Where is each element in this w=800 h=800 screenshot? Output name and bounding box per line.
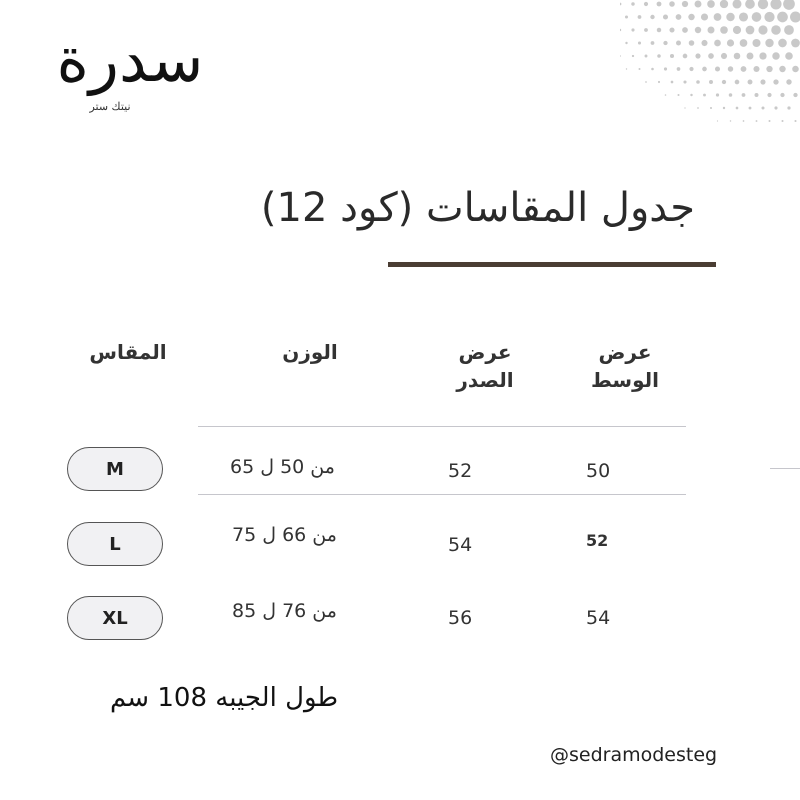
halftone-dot [749, 107, 752, 110]
halftone-dot [684, 107, 685, 108]
halftone-dot [752, 39, 760, 47]
waist-value: 52 [586, 531, 609, 550]
halftone-dot [695, 1, 702, 8]
halftone-dot [777, 12, 788, 23]
halftone-dot [658, 81, 660, 83]
halftone-dot [766, 66, 772, 72]
halftone-dot [676, 41, 681, 46]
size-label: L [109, 533, 121, 555]
halftone-dot [689, 40, 695, 46]
halftone-dot [758, 0, 768, 9]
size-pill-l [67, 522, 163, 566]
halftone-dot [657, 54, 661, 58]
halftone-dot [729, 93, 733, 97]
halftone-dot [728, 66, 733, 71]
halftone-dot [714, 40, 721, 47]
halftone-dot [663, 14, 668, 19]
halftone-dot [755, 93, 759, 97]
halftone-dot [651, 41, 655, 45]
halftone-dot [779, 66, 785, 72]
halftone-dot [708, 53, 714, 59]
halftone-dot [770, 0, 781, 10]
halftone-dot [631, 28, 634, 31]
halftone-dot [747, 53, 754, 60]
halftone-dot [676, 14, 682, 20]
halftone-dot [778, 39, 787, 48]
halftone-dot [638, 68, 640, 70]
halftone-dot [781, 120, 783, 122]
halftone-dot [703, 94, 706, 97]
table-divider [198, 426, 686, 427]
halftone-dot [771, 25, 781, 35]
halftone-dot [756, 120, 758, 122]
halftone-dot [671, 81, 674, 84]
halftone-dot [727, 39, 734, 46]
halftone-dot [720, 26, 728, 34]
halftone-dot [669, 27, 674, 32]
halftone-dot [707, 0, 715, 8]
halftone-dot [765, 39, 773, 47]
halftone-dot [742, 93, 746, 97]
weight-range: من 50 ل 65 [230, 456, 335, 478]
halftone-dot [697, 107, 699, 109]
halftone-dot [670, 54, 674, 58]
halftone-dot [683, 54, 688, 59]
halftone-dot [638, 15, 642, 19]
halftone-dot [644, 28, 648, 32]
weight-range: من 66 ل 75 [232, 524, 337, 546]
halftone-dot [720, 0, 728, 8]
halftone-dot [764, 12, 774, 22]
waist-value: 54 [586, 607, 611, 629]
halftone-dot [650, 15, 654, 19]
halftone-dot [682, 1, 688, 7]
halftone-dot [730, 120, 731, 121]
halftone-dot [739, 12, 748, 21]
halftone-dot [793, 93, 797, 97]
halftone-dot [710, 107, 712, 109]
halftone-dot [746, 26, 755, 35]
brand-logo: سدرة [56, 23, 204, 96]
halftone-dot [644, 2, 648, 6]
halftone-dot [664, 67, 667, 70]
halftone-dot [632, 55, 634, 57]
skirt-length-note: طول الجيبه 108 سم [110, 683, 339, 713]
halftone-dot [677, 94, 679, 96]
halftone-dot [723, 107, 725, 109]
header-waist-line2: الوسط [591, 368, 659, 392]
halftone-dot [753, 66, 759, 72]
halftone-dot [626, 68, 627, 69]
halftone-dot [791, 39, 800, 48]
halftone-dot [669, 1, 675, 7]
chest-value: 54 [448, 534, 473, 556]
halftone-dot [740, 39, 748, 47]
header-weight-label: الوزن [282, 340, 338, 364]
halftone-dot [625, 42, 627, 44]
halftone-dot [683, 80, 686, 83]
halftone-dot [645, 81, 647, 83]
halftone-dot [741, 66, 747, 72]
size-label: XL [102, 607, 128, 629]
halftone-dot [701, 40, 707, 46]
halftone-dot [745, 0, 755, 9]
halftone-dot [752, 12, 762, 22]
size-pill-xl [67, 596, 163, 640]
header-size [68, 338, 188, 366]
halftone-dot [665, 94, 667, 96]
halftone-dot [715, 66, 720, 71]
halftone-dot [736, 107, 739, 110]
halftone-dot [638, 41, 641, 44]
halftone-dot [690, 94, 692, 96]
halftone-dot [620, 55, 621, 57]
halftone-dot [769, 120, 771, 122]
size-pill-m [67, 447, 163, 491]
halftone-dot [784, 25, 794, 35]
header-waist [570, 338, 680, 394]
halftone-dot [774, 106, 777, 109]
halftone-dot [726, 13, 734, 21]
halftone-dot [735, 80, 740, 85]
halftone-dot [663, 41, 667, 45]
table-divider [198, 494, 686, 495]
halftone-dot [709, 80, 713, 84]
halftone-dot [625, 15, 628, 18]
halftone-dot [645, 55, 648, 58]
halftone-dot [696, 80, 700, 84]
halftone-dot [794, 120, 796, 122]
halftone-dot [631, 2, 634, 5]
halftone-dot [758, 25, 767, 34]
halftone-dot [702, 67, 707, 72]
halftone-dots-decoration [620, 0, 800, 160]
header-chest-line1: عرض [458, 340, 512, 364]
halftone-dot [761, 106, 764, 109]
halftone-dot [707, 26, 714, 33]
halftone-dot [688, 14, 694, 20]
chest-value: 56 [448, 607, 473, 629]
halftone-dot [677, 67, 681, 71]
page-title: جدول المقاسات (كود 12) [260, 185, 695, 231]
halftone-dot [792, 66, 799, 73]
waist-value: 50 [586, 460, 611, 482]
halftone-dot [767, 93, 771, 97]
halftone-dot [717, 120, 718, 121]
halftone-dot [716, 93, 719, 96]
halftone-dot [743, 120, 745, 122]
halftone-dot [682, 27, 688, 33]
halftone-dot [657, 28, 661, 32]
halftone-dot [787, 106, 790, 109]
halftone-dot [721, 53, 727, 59]
halftone-dot [780, 93, 784, 97]
header-waist-line1: عرض [598, 340, 652, 364]
halftone-dot [695, 53, 700, 58]
chest-value: 52 [448, 460, 473, 482]
halftone-dot [748, 80, 753, 85]
title-underline [388, 262, 716, 267]
halftone-dot [689, 67, 693, 71]
halftone-dot [651, 68, 654, 71]
halftone-dot [760, 79, 765, 84]
halftone-dot [759, 52, 766, 59]
header-chest-line2: الصدر [456, 368, 514, 392]
halftone-dot [734, 53, 741, 60]
halftone-dot [732, 0, 741, 9]
halftone-dot [722, 80, 726, 84]
halftone-dot [620, 29, 621, 31]
halftone-dot [620, 3, 621, 6]
halftone-dot [657, 2, 662, 7]
halftone-dot [783, 0, 795, 10]
header-weight [250, 338, 370, 366]
edge-tick-decoration [770, 468, 800, 469]
brand-tagline: نيتك ستر [89, 100, 131, 113]
social-handle: @sedramodesteg [550, 744, 718, 766]
weight-range: من 76 ل 85 [232, 600, 337, 622]
header-chest [430, 338, 540, 394]
halftone-dot [701, 13, 708, 20]
halftone-dot [733, 26, 741, 34]
header-size-label: المقاس [89, 340, 167, 364]
halftone-dot [786, 79, 791, 84]
halftone-dot [695, 27, 701, 33]
halftone-dot [773, 79, 778, 84]
halftone-dot [714, 13, 722, 21]
halftone-dot [790, 12, 800, 23]
halftone-dot [785, 52, 793, 60]
halftone-dot [772, 52, 779, 59]
size-label: M [106, 458, 124, 480]
